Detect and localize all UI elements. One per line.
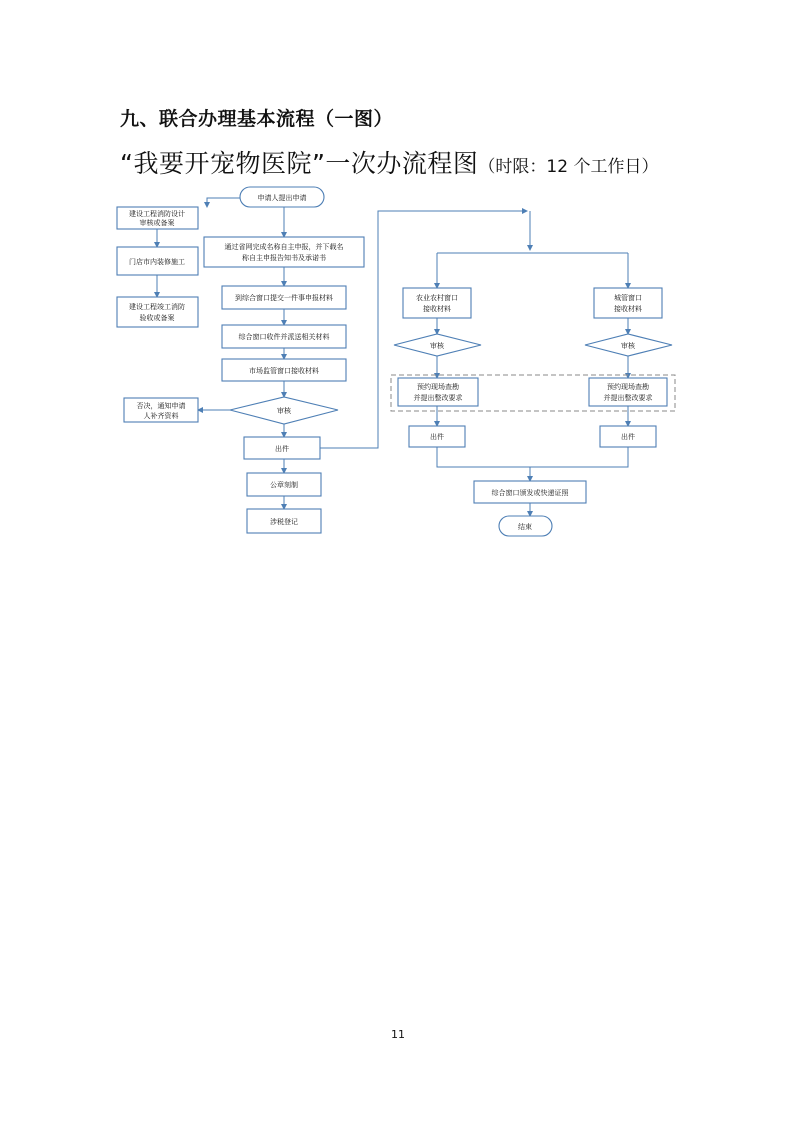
node-final-window [474, 481, 586, 503]
node-agri-window [403, 288, 471, 318]
flowchart-time-limit: （时限：12 个工作日） [478, 157, 659, 177]
node-fire-review-line1: 建设工程消防设计 [129, 210, 185, 218]
node-seal-label: 公章刻制 [270, 481, 298, 489]
node-reject-line1: 否决，通知申请 [136, 402, 186, 410]
node-online-declare [204, 237, 364, 267]
node-final-window-label: 综合窗口颁发或快递证照 [491, 489, 569, 497]
node-submit-materials [222, 286, 346, 309]
node-agri-window-line1: 农业农村窗口 [416, 294, 458, 302]
node-agri-issue [409, 426, 465, 447]
node-market-receive-label: 市场监管窗口接收材料 [249, 367, 319, 375]
node-tax-label: 涉税登记 [270, 518, 298, 526]
node-fire-acceptance [117, 297, 198, 327]
node-review [230, 397, 338, 424]
node-urban-issue [600, 426, 656, 447]
node-window-dispatch-label: 综合窗口收件并派送相关材料 [238, 333, 330, 341]
node-start [240, 187, 324, 207]
node-fire-review [117, 207, 198, 229]
node-market-receive [222, 359, 346, 381]
node-agri-survey-line1: 预约现场查勘 [417, 383, 459, 391]
node-agri-review-label: 审核 [430, 342, 444, 350]
node-urban-survey-line2: 并提出整改要求 [603, 394, 653, 402]
node-review-label: 审核 [277, 407, 291, 415]
node-reject-line2: 人补齐资料 [143, 412, 179, 420]
flowchart-title-main: “我要开宠物医院”一次办流程图 [120, 149, 479, 178]
node-reject [124, 398, 198, 422]
node-urban-survey-line1: 预约现场查勘 [607, 383, 649, 391]
node-fire-acceptance-line2: 验收或备案 [139, 314, 175, 322]
node-agri-review [394, 334, 481, 356]
node-fire-review-line2: 审核或备案 [139, 219, 175, 227]
node-agri-survey [398, 378, 478, 406]
node-end [499, 516, 552, 536]
node-urban-window-line1: 城管窗口 [614, 294, 642, 302]
node-end-label: 结束 [518, 523, 532, 531]
node-decoration-label: 门店市内装修施工 [129, 258, 185, 266]
node-seal [247, 473, 321, 496]
node-start-label: 申请人提出申请 [257, 194, 307, 202]
node-urban-issue-label: 出件 [621, 433, 635, 441]
node-urban-window-line2: 接收材料 [614, 305, 642, 313]
node-submit-materials-label: 到综合窗口提交一件事申报材料 [235, 294, 333, 302]
node-fire-acceptance-line1: 建设工程竣工消防 [129, 303, 185, 311]
node-issue [244, 437, 320, 459]
node-urban-review [585, 334, 672, 356]
node-agri-issue-label: 出件 [430, 433, 444, 441]
node-urban-survey [589, 378, 667, 406]
node-issue-label: 出件 [275, 445, 289, 453]
node-agri-survey-line2: 并提出整改要求 [413, 394, 463, 402]
section-heading: 九、联合办理基本流程（一图） [120, 108, 394, 130]
node-window-dispatch [222, 325, 346, 348]
node-urban-window [594, 288, 662, 318]
node-urban-review-label: 审核 [621, 342, 635, 350]
node-tax [247, 509, 321, 533]
page-number: 11 [391, 1028, 405, 1041]
node-online-declare-line1: 通过省网完成名称自主申报，并下载名 [224, 243, 344, 251]
node-agri-window-line2: 接收材料 [423, 305, 451, 313]
node-online-declare-line2: 称自主申报告知书及承诺书 [242, 254, 326, 262]
node-decoration [117, 247, 198, 275]
